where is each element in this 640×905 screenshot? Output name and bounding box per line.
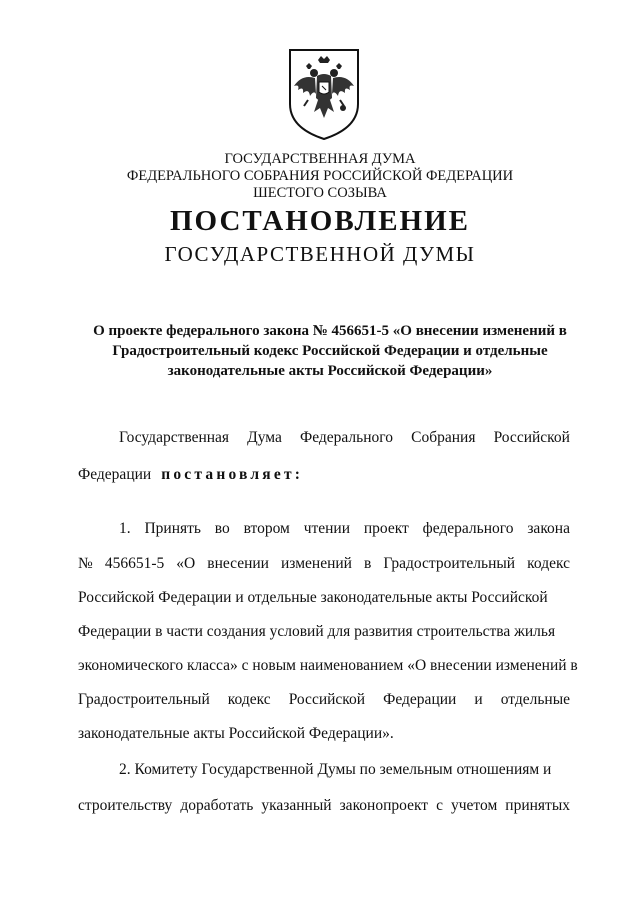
item2-word: с [436, 797, 443, 814]
item1-word: изменений [281, 555, 352, 572]
item1-line: Федерации в части создания условий для развития строительства жилья [78, 623, 556, 640]
item1-word: федерального [422, 520, 514, 537]
item2-word: учетом [451, 797, 498, 814]
item1-word: в [364, 555, 372, 572]
item1-word: 456651-5 [104, 555, 165, 572]
item2-line [78, 797, 570, 815]
preamble-word: Федерации [78, 466, 152, 483]
item2-word: указанный [261, 797, 332, 814]
item1-word: Градостроительный [383, 555, 516, 572]
item1-word: Российской [288, 691, 366, 708]
header-line-duma: ГОСУДАРСТВЕННАЯ ДУМА [224, 151, 416, 167]
item1-word: внесении [207, 555, 269, 572]
item1-word: и [474, 691, 483, 708]
resolution-subject [80, 321, 580, 381]
item1-word: Градостроительный [78, 691, 210, 708]
preamble-word: Российской [493, 429, 570, 446]
item1-word: во [214, 520, 230, 537]
item1-word: кодекс [227, 691, 271, 708]
item1-word: втором [243, 520, 290, 537]
header-line-assembly: ФЕДЕРАЛЬНОГО СОБРАНИЯ РОССИЙСКОЙ ФЕДЕРАЦИИ [126, 168, 514, 184]
item1-word: отдельные [500, 691, 570, 708]
coat-of-arms-emblem [284, 46, 364, 142]
subject-line: Градостроительный кодекс Российской Федерации и отдельные [112, 343, 548, 359]
preamble-word: Собрания [411, 429, 476, 446]
preamble-word: Дума [247, 429, 282, 446]
item1-word: 1. [119, 520, 131, 537]
item1-word: кодекс [527, 555, 570, 572]
item2-word: строительству [78, 797, 173, 814]
preamble-word: Государственная [119, 429, 230, 446]
item1-word: проект [363, 520, 409, 537]
item1-word: закона [527, 520, 570, 537]
preamble-line [78, 466, 303, 484]
item1-line [78, 691, 570, 709]
header-line-convocation: ШЕСТОГО СОЗЫВА [253, 185, 387, 201]
subject-line: О проекте федерального закона № 456651-5 «О внесении изменений в [93, 323, 567, 339]
item1-line: законодательные акты Российской Федерации». [78, 725, 394, 742]
item2-word: доработать [180, 797, 254, 814]
preamble-word: Федерального [299, 429, 394, 446]
item1-word: Федерации [383, 691, 457, 708]
document-issuer-title: ГОСУДАРСТВЕННОЙ ДУМЫ [164, 242, 476, 266]
item2-word: принятых [505, 797, 570, 814]
item1-line: экономического класса» с новым наименованием «О внесении изменений в [78, 657, 578, 674]
document-type-title: ПОСТАНОВЛЕНИЕ [169, 205, 470, 237]
item1-line [119, 520, 570, 538]
item1-word: чтении [303, 520, 351, 537]
item2-word: законопроект [339, 797, 429, 814]
item1-line [78, 555, 570, 573]
preamble-line [119, 429, 570, 447]
subject-line: законодательные акты Российской Федерации» [167, 363, 493, 379]
item1-word: «О [176, 555, 196, 572]
item1-line: Российской Федерации и отдельные законодательные акты Российской [78, 589, 548, 606]
item2-line: 2. Комитету Государственной Думы по земельным отношениям и [119, 761, 552, 778]
issuer-header [0, 151, 640, 202]
resolves-word: постановляет: [161, 466, 304, 483]
item1-word: № [78, 555, 93, 572]
item1-word: Принять [144, 520, 201, 537]
